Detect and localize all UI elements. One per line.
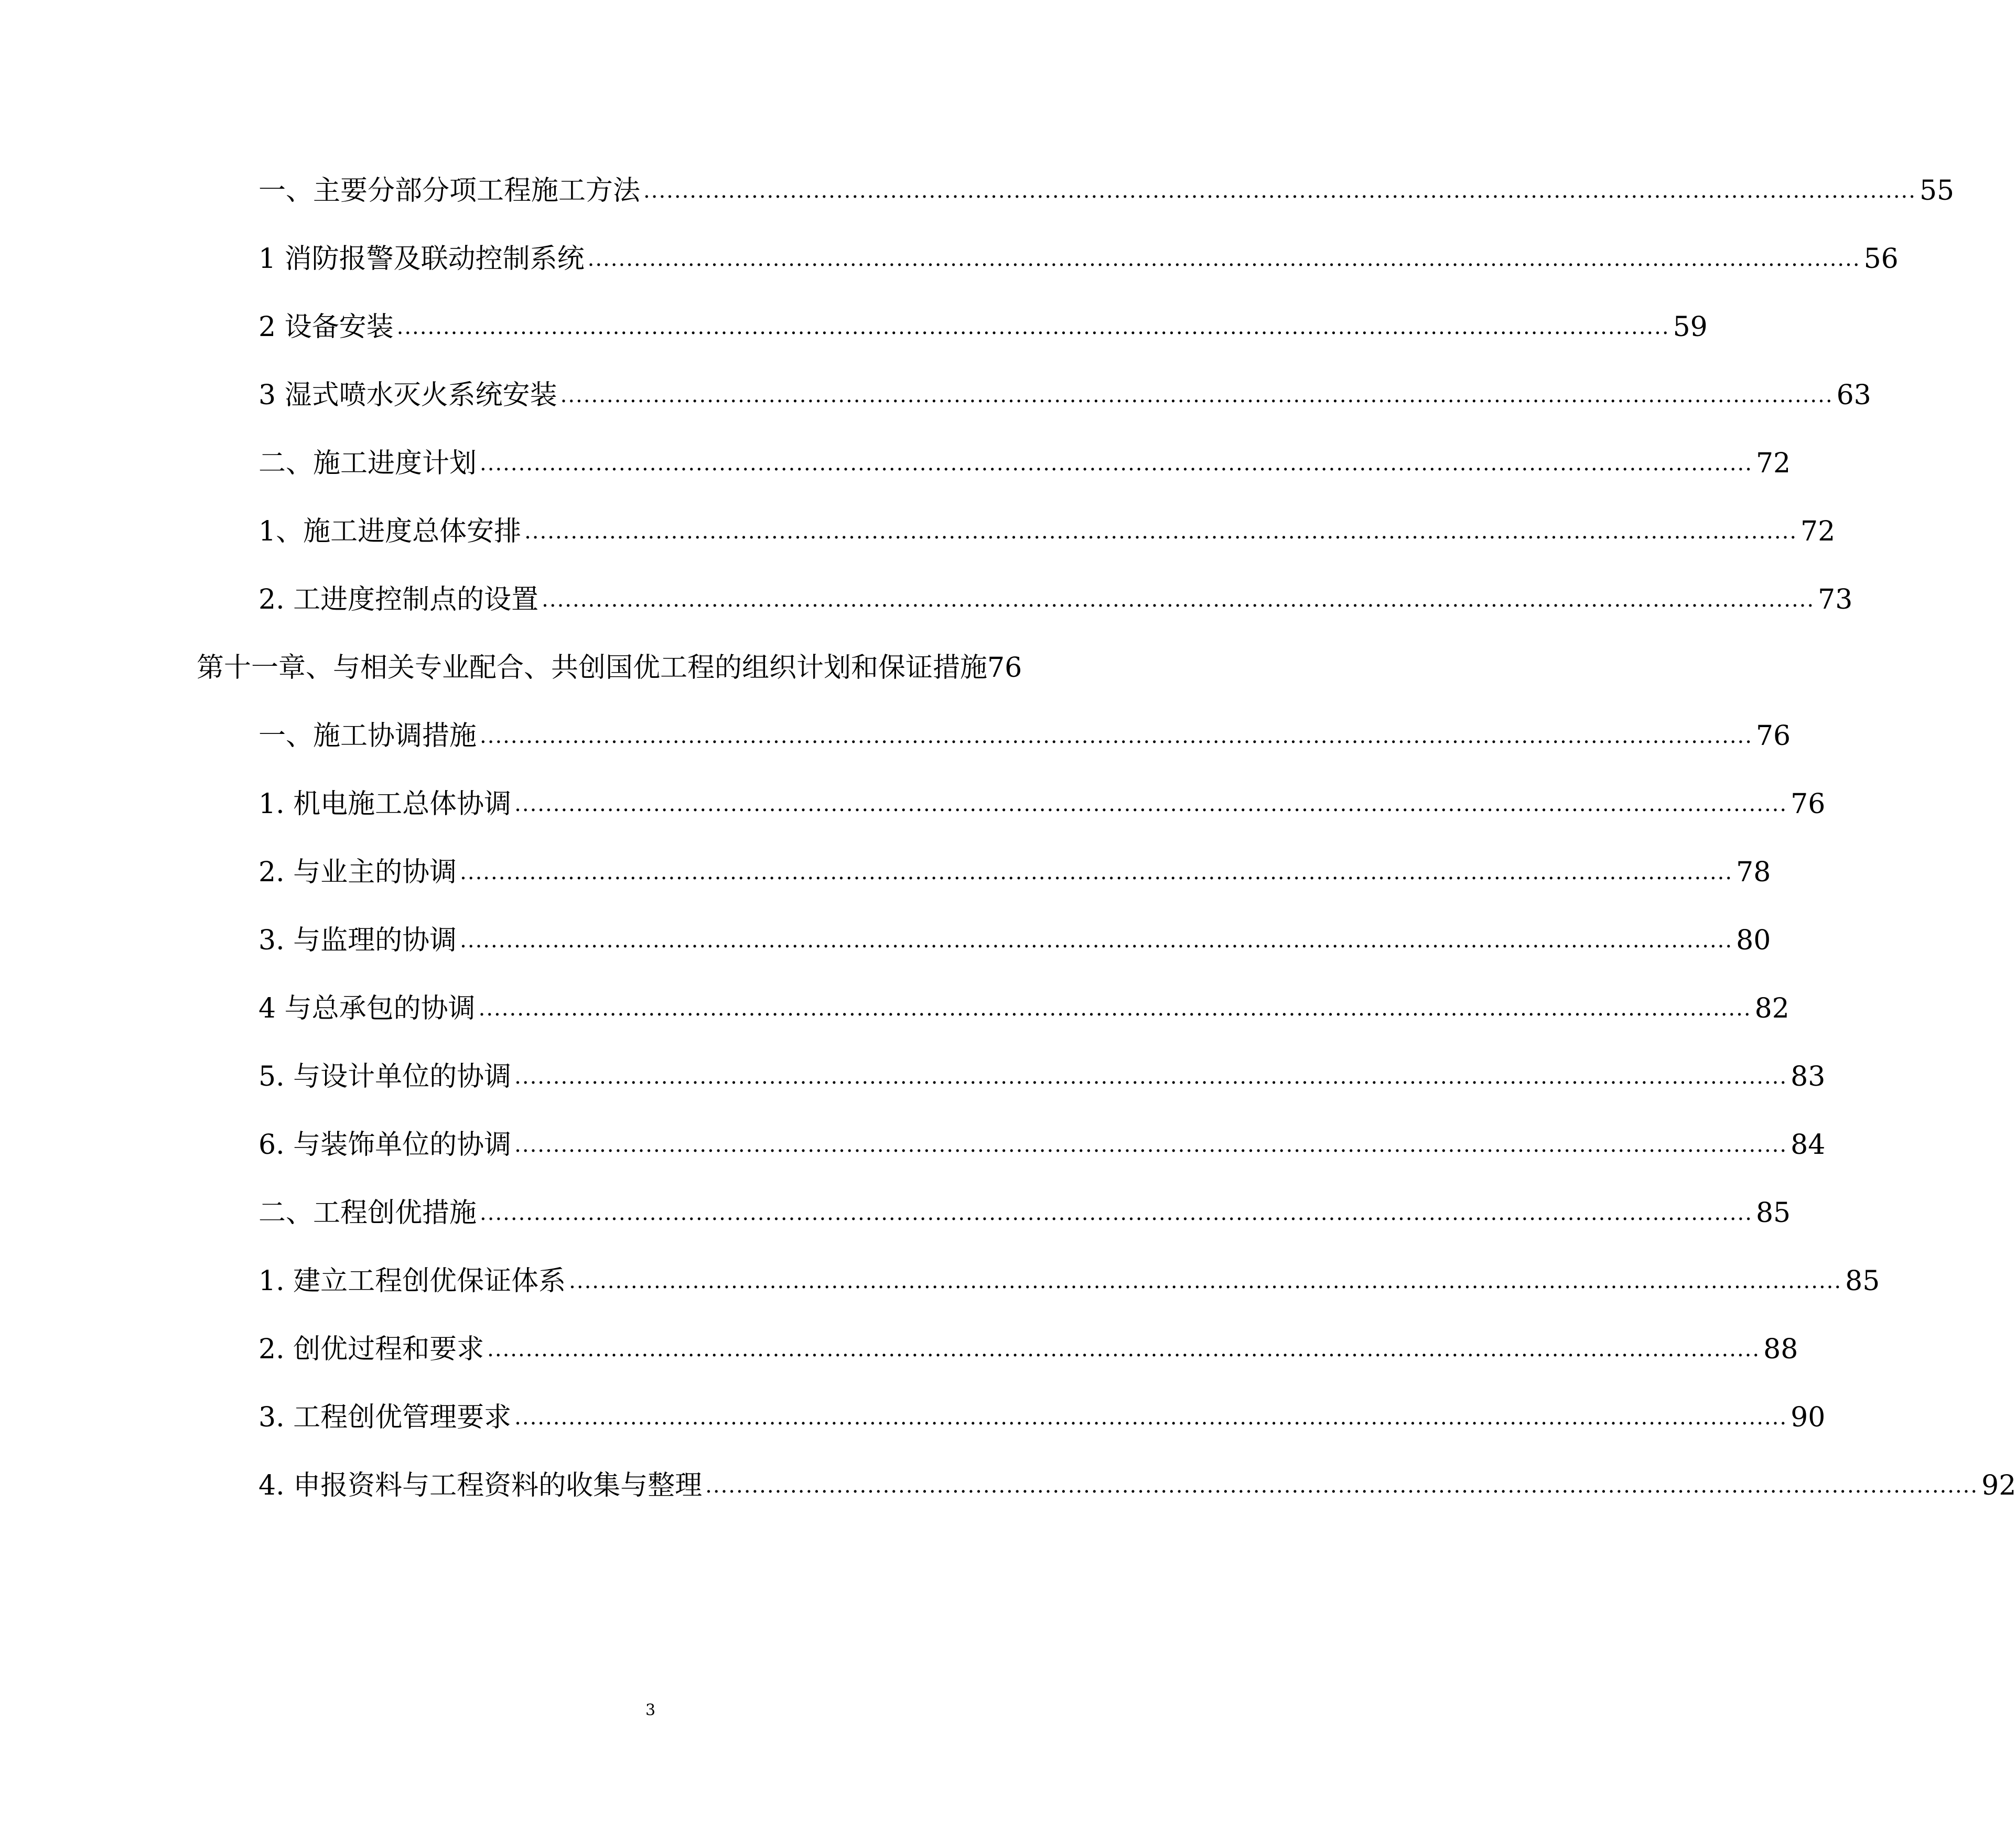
toc-entry[interactable]	[258, 1327, 1798, 1371]
toc-entry-label: 1. 机电施工总体协调	[258, 788, 512, 820]
toc-entry-label: 二、工程创优措施	[258, 1197, 477, 1229]
toc-entry-page: 92	[1981, 1470, 2016, 1501]
toc-entry-label: 2 设备安装	[258, 311, 394, 343]
toc-entry-label: 第十一章、与相关专业配合、共创国优工程的组织计划和保证措施	[197, 652, 988, 684]
toc-leader-dots: .....................................................................................................................................................................	[514, 1133, 1788, 1157]
toc-entry-label: 一、施工协调措施	[258, 720, 477, 752]
toc-entry[interactable]	[258, 1464, 2016, 1508]
toc-entry-label: 6. 与装饰单位的协调	[258, 1129, 512, 1161]
toc-entry[interactable]	[258, 305, 1708, 349]
toc-entry-page: 55	[1919, 175, 1955, 207]
toc-entry-label: 3. 工程创优管理要求	[258, 1402, 512, 1433]
toc-entry-page: 84	[1791, 1129, 1826, 1161]
toc-leader-dots: .....................................................................................................................................................................	[514, 1065, 1788, 1089]
toc-entry[interactable]	[258, 578, 1853, 622]
toc-chapter-entry[interactable]	[197, 646, 1103, 690]
toc-entry-page: 72	[1801, 516, 1836, 547]
toc-entry-page: 88	[1763, 1334, 1798, 1365]
toc-entry[interactable]	[258, 850, 1771, 894]
toc-entry-label: 1. 建立工程创优保证体系	[258, 1265, 566, 1297]
toc-leader-dots: .....................................................................................................................................................................	[514, 1405, 1788, 1430]
toc-entry[interactable]	[258, 169, 1955, 213]
toc-entry[interactable]	[258, 1259, 1880, 1303]
toc-entry[interactable]	[258, 1123, 1826, 1167]
toc-entry[interactable]	[258, 987, 1789, 1031]
toc-entry-page: 56	[1863, 243, 1899, 275]
toc-entry-page: 90	[1791, 1402, 1826, 1433]
toc-entry[interactable]	[258, 782, 1826, 826]
toc-entry[interactable]	[258, 510, 1836, 554]
toc-entry-label: 3. 与监理的协调	[258, 925, 457, 956]
toc-entry-page: 76	[987, 652, 1022, 684]
toc-leader-dots: .....................................................................................................................................................................	[705, 1474, 1979, 1498]
toc-entry-page: 59	[1673, 311, 1708, 343]
toc-entry-label: 3 湿式喷水灭火系统安装	[258, 380, 557, 411]
toc-entry-label: 2. 工进度控制点的设置	[258, 584, 539, 615]
toc-entry[interactable]	[258, 714, 1791, 758]
toc-entry-page: 78	[1736, 857, 1771, 888]
toc-leader-dots: .....................................................................................................................................................................	[480, 451, 1753, 475]
toc-entry-page: 76	[1755, 720, 1791, 752]
toc-leader-dots: .....................................................................................................................................................................	[514, 792, 1788, 816]
toc-leader-dots: .....................................................................................................................................................................	[460, 860, 1733, 884]
toc-entry-page: 73	[1818, 584, 1853, 615]
toc-entry-label: 1 消防报警及联动控制系统	[258, 243, 585, 275]
toc-leader-dots: .....................................................................................................................................................................	[480, 1201, 1753, 1225]
toc-entry-page: 63	[1836, 380, 1871, 411]
toc-entry[interactable]	[258, 237, 1899, 281]
toc-entry[interactable]	[258, 1396, 1826, 1440]
toc-leader-dots: .....................................................................................................................................................................	[587, 247, 1861, 271]
toc-leader-dots: .....................................................................................................................................................................	[643, 179, 1916, 203]
toc-entry-label: 2. 创优过程和要求	[258, 1334, 484, 1365]
page-number: 3	[645, 1701, 656, 1719]
toc-leader-dots: .....................................................................................................................................................................	[487, 1337, 1761, 1361]
toc-leader-dots: .....................................................................................................................................................................	[569, 1269, 1842, 1293]
toc-entry-page: 72	[1755, 448, 1791, 479]
toc-entry-page: 85	[1755, 1197, 1791, 1229]
toc-entry-label: 一、主要分部分项工程施工方法	[258, 175, 641, 207]
toc-entry[interactable]	[258, 1191, 1791, 1235]
toc-leader-dots: .....................................................................................................................................................................	[396, 315, 1670, 339]
toc-leader-dots: .....................................................................................................................................................................	[480, 724, 1753, 748]
toc-entry-label: 4 与总承包的协调	[258, 993, 476, 1024]
toc-entry[interactable]	[258, 441, 1791, 485]
toc-leader-dots: .....................................................................................................................................................................	[560, 383, 1834, 407]
toc-entry-label: 二、施工进度计划	[258, 448, 477, 479]
toc-entry-page: 83	[1791, 1061, 1826, 1092]
toc-leader-dots: .....................................................................................................................................................................	[460, 928, 1733, 953]
toc-entry-label: 4. 申报资料与工程资料的收集与整理	[258, 1470, 703, 1501]
toc-entry-page: 80	[1736, 925, 1771, 956]
toc-leader-dots: .....................................................................................................................................................................	[524, 520, 1798, 544]
toc-leader-dots: .....................................................................................................................................................................	[478, 997, 1752, 1021]
toc-entry-page: 82	[1754, 993, 1789, 1024]
toc-entry-page: 85	[1845, 1265, 1880, 1297]
toc-entry[interactable]	[258, 918, 1771, 962]
toc-entry[interactable]	[258, 373, 1871, 417]
toc-entry-page: 76	[1791, 788, 1826, 820]
toc-entry[interactable]	[258, 1055, 1826, 1099]
toc-leader-dots: .....................................................................................................................................................................	[542, 588, 1815, 612]
toc-entry-label: 5. 与设计单位的协调	[258, 1061, 512, 1092]
toc-entry-label: 2. 与业主的协调	[258, 857, 457, 888]
toc-entry-label: 1、施工进度总体安排	[258, 516, 522, 547]
